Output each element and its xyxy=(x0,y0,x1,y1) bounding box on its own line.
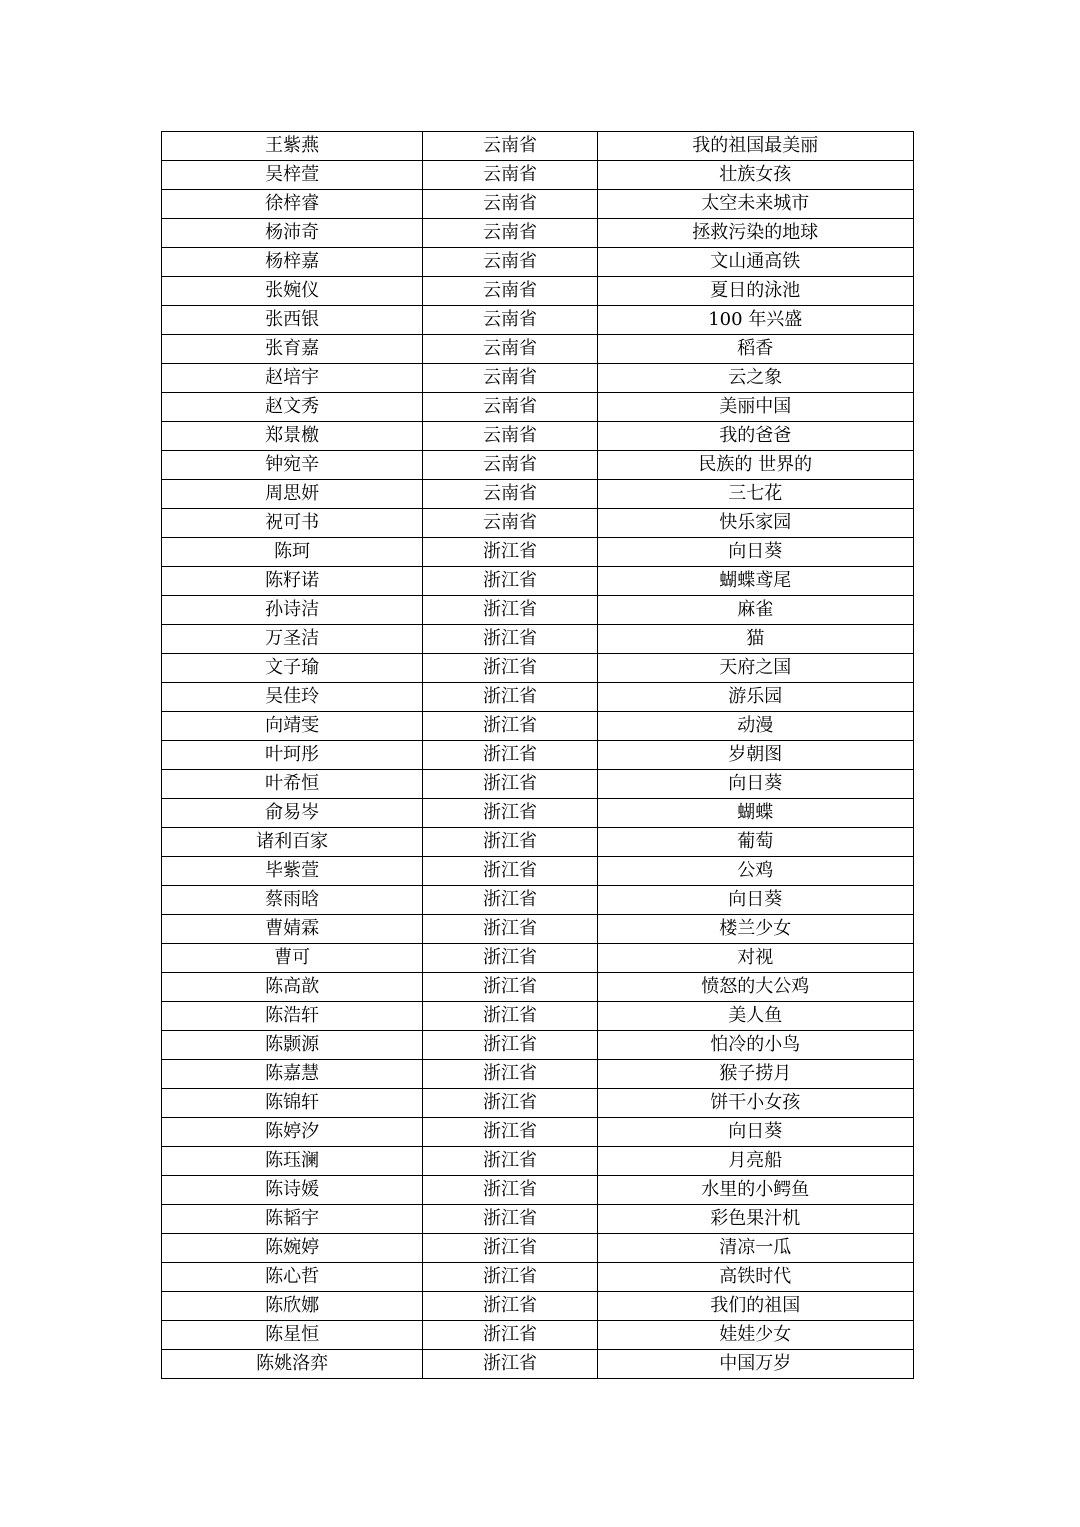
artwork-title-cell: 向日葵 xyxy=(597,538,913,567)
artwork-title-cell: 月亮船 xyxy=(597,1147,913,1176)
name-cell: 诸利百家 xyxy=(162,828,423,857)
province-cell: 云南省 xyxy=(423,277,597,306)
artwork-title-cell: 拯救污染的地球 xyxy=(597,219,913,248)
province-cell: 云南省 xyxy=(423,248,597,277)
name-cell: 陈珏澜 xyxy=(162,1147,423,1176)
province-cell: 云南省 xyxy=(423,393,597,422)
name-cell: 陈姚洛弈 xyxy=(162,1350,423,1379)
province-cell: 浙江省 xyxy=(423,625,597,654)
table-row xyxy=(162,1205,914,1234)
table-row xyxy=(162,857,914,886)
province-cell: 云南省 xyxy=(423,451,597,480)
artwork-title-cell: 天府之国 xyxy=(597,654,913,683)
table-row xyxy=(162,248,914,277)
artwork-title-cell: 岁朝图 xyxy=(597,741,913,770)
artwork-title-cell: 怕冷的小鸟 xyxy=(597,1031,913,1060)
artwork-title-cell: 蝴蝶鸢尾 xyxy=(597,567,913,596)
artwork-title-cell: 动漫 xyxy=(597,712,913,741)
name-cell: 陈籽诺 xyxy=(162,567,423,596)
artwork-title-cell: 快乐家园 xyxy=(597,509,913,538)
province-cell: 浙江省 xyxy=(423,915,597,944)
table-row xyxy=(162,538,914,567)
province-cell: 浙江省 xyxy=(423,1060,597,1089)
name-cell: 陈珂 xyxy=(162,538,423,567)
roster-table-body xyxy=(162,132,914,1379)
artwork-title-cell: 我们的祖国 xyxy=(597,1292,913,1321)
province-cell: 浙江省 xyxy=(423,1292,597,1321)
name-cell: 张育嘉 xyxy=(162,335,423,364)
artwork-title-cell: 清凉一瓜 xyxy=(597,1234,913,1263)
province-cell: 云南省 xyxy=(423,335,597,364)
province-cell: 浙江省 xyxy=(423,973,597,1002)
artwork-title-cell: 云之象 xyxy=(597,364,913,393)
province-cell: 浙江省 xyxy=(423,1321,597,1350)
province-cell: 云南省 xyxy=(423,480,597,509)
name-cell: 周思妍 xyxy=(162,480,423,509)
name-cell: 祝可书 xyxy=(162,509,423,538)
name-cell: 陈欣娜 xyxy=(162,1292,423,1321)
table-row xyxy=(162,132,914,161)
table-row xyxy=(162,422,914,451)
province-cell: 云南省 xyxy=(423,509,597,538)
table-row xyxy=(162,161,914,190)
name-cell: 杨梓嘉 xyxy=(162,248,423,277)
name-cell: 陈浩轩 xyxy=(162,1002,423,1031)
name-cell: 蔡雨晗 xyxy=(162,886,423,915)
province-cell: 浙江省 xyxy=(423,857,597,886)
name-cell: 陈高歆 xyxy=(162,973,423,1002)
name-cell: 徐梓睿 xyxy=(162,190,423,219)
table-row xyxy=(162,1118,914,1147)
name-cell: 叶珂彤 xyxy=(162,741,423,770)
province-cell: 浙江省 xyxy=(423,1031,597,1060)
name-cell: 王紫燕 xyxy=(162,132,423,161)
table-row xyxy=(162,625,914,654)
name-cell: 郑景檄 xyxy=(162,422,423,451)
name-cell: 陈韬宇 xyxy=(162,1205,423,1234)
table-row xyxy=(162,306,914,335)
table-row xyxy=(162,944,914,973)
artwork-title-cell: 公鸡 xyxy=(597,857,913,886)
artwork-title-cell: 向日葵 xyxy=(597,1118,913,1147)
province-cell: 浙江省 xyxy=(423,1002,597,1031)
name-cell: 陈锦轩 xyxy=(162,1089,423,1118)
artwork-title-cell: 文山通高铁 xyxy=(597,248,913,277)
province-cell: 浙江省 xyxy=(423,1089,597,1118)
table-row xyxy=(162,393,914,422)
table-row xyxy=(162,1176,914,1205)
artwork-title-cell: 三七花 xyxy=(597,480,913,509)
province-cell: 浙江省 xyxy=(423,596,597,625)
table-row xyxy=(162,770,914,799)
artwork-title-cell: 麻雀 xyxy=(597,596,913,625)
name-cell: 孙诗洁 xyxy=(162,596,423,625)
roster-table xyxy=(161,131,914,1379)
artwork-title-cell: 夏日的泳池 xyxy=(597,277,913,306)
table-row xyxy=(162,1321,914,1350)
table-row xyxy=(162,451,914,480)
table-row xyxy=(162,277,914,306)
name-cell: 毕紫萱 xyxy=(162,857,423,886)
name-cell: 文子瑜 xyxy=(162,654,423,683)
table-row xyxy=(162,1263,914,1292)
name-cell: 赵文秀 xyxy=(162,393,423,422)
name-cell: 赵培宇 xyxy=(162,364,423,393)
name-cell: 万圣洁 xyxy=(162,625,423,654)
province-cell: 云南省 xyxy=(423,306,597,335)
artwork-title-cell: 蝴蝶 xyxy=(597,799,913,828)
name-cell: 俞易岑 xyxy=(162,799,423,828)
artwork-title-cell: 稻香 xyxy=(597,335,913,364)
artwork-title-cell: 猫 xyxy=(597,625,913,654)
table-row xyxy=(162,1234,914,1263)
table-row xyxy=(162,567,914,596)
province-cell: 浙江省 xyxy=(423,770,597,799)
province-cell: 云南省 xyxy=(423,364,597,393)
table-row xyxy=(162,480,914,509)
name-cell: 陈星恒 xyxy=(162,1321,423,1350)
table-row xyxy=(162,799,914,828)
artwork-title-cell: 猴子捞月 xyxy=(597,1060,913,1089)
artwork-title-cell: 中国万岁 xyxy=(597,1350,913,1379)
province-cell: 云南省 xyxy=(423,190,597,219)
province-cell: 浙江省 xyxy=(423,567,597,596)
name-cell: 陈嘉慧 xyxy=(162,1060,423,1089)
artwork-title-cell: 美丽中国 xyxy=(597,393,913,422)
artwork-title-cell: 对视 xyxy=(597,944,913,973)
table-row xyxy=(162,364,914,393)
province-cell: 浙江省 xyxy=(423,683,597,712)
table-row xyxy=(162,1292,914,1321)
province-cell: 浙江省 xyxy=(423,828,597,857)
name-cell: 张西银 xyxy=(162,306,423,335)
table-row xyxy=(162,1060,914,1089)
table-row xyxy=(162,335,914,364)
artwork-title-cell: 向日葵 xyxy=(597,886,913,915)
name-cell: 陈心哲 xyxy=(162,1263,423,1292)
province-cell: 浙江省 xyxy=(423,538,597,567)
table-row xyxy=(162,1002,914,1031)
table-row xyxy=(162,1031,914,1060)
province-cell: 浙江省 xyxy=(423,1234,597,1263)
artwork-title-cell: 我的爸爸 xyxy=(597,422,913,451)
name-cell: 陈诗媛 xyxy=(162,1176,423,1205)
province-cell: 浙江省 xyxy=(423,944,597,973)
table-row xyxy=(162,596,914,625)
table-row xyxy=(162,683,914,712)
table-row xyxy=(162,712,914,741)
name-cell: 吴佳玲 xyxy=(162,683,423,712)
name-cell: 陈婷汐 xyxy=(162,1118,423,1147)
name-cell: 曹婧霖 xyxy=(162,915,423,944)
artwork-title-cell: 我的祖国最美丽 xyxy=(597,132,913,161)
province-cell: 浙江省 xyxy=(423,712,597,741)
province-cell: 浙江省 xyxy=(423,1176,597,1205)
province-cell: 浙江省 xyxy=(423,799,597,828)
table-row xyxy=(162,654,914,683)
artwork-title-cell: 彩色果汁机 xyxy=(597,1205,913,1234)
table-row xyxy=(162,509,914,538)
province-cell: 浙江省 xyxy=(423,654,597,683)
artwork-title-cell: 100 年兴盛 xyxy=(597,306,913,335)
province-cell: 云南省 xyxy=(423,219,597,248)
artwork-title-cell: 楼兰少女 xyxy=(597,915,913,944)
name-cell: 陈颢源 xyxy=(162,1031,423,1060)
name-cell: 杨沛奇 xyxy=(162,219,423,248)
name-cell: 曹可 xyxy=(162,944,423,973)
province-cell: 浙江省 xyxy=(423,1118,597,1147)
province-cell: 云南省 xyxy=(423,132,597,161)
name-cell: 陈婉婷 xyxy=(162,1234,423,1263)
artwork-title-cell: 游乐园 xyxy=(597,683,913,712)
table-row xyxy=(162,219,914,248)
artwork-title-cell: 向日葵 xyxy=(597,770,913,799)
province-cell: 浙江省 xyxy=(423,741,597,770)
province-cell: 浙江省 xyxy=(423,1350,597,1379)
artwork-title-cell: 愤怒的大公鸡 xyxy=(597,973,913,1002)
table-row xyxy=(162,915,914,944)
name-cell: 张婉仪 xyxy=(162,277,423,306)
table-row xyxy=(162,828,914,857)
artwork-title-cell: 娃娃少女 xyxy=(597,1321,913,1350)
table-row xyxy=(162,190,914,219)
province-cell: 浙江省 xyxy=(423,1263,597,1292)
artwork-title-cell: 高铁时代 xyxy=(597,1263,913,1292)
province-cell: 浙江省 xyxy=(423,1205,597,1234)
table-row xyxy=(162,1350,914,1379)
table-row xyxy=(162,741,914,770)
artwork-title-cell: 饼干小女孩 xyxy=(597,1089,913,1118)
province-cell: 云南省 xyxy=(423,422,597,451)
name-cell: 向靖雯 xyxy=(162,712,423,741)
name-cell: 钟宛辛 xyxy=(162,451,423,480)
table-row xyxy=(162,1089,914,1118)
table-row xyxy=(162,886,914,915)
name-cell: 叶希恒 xyxy=(162,770,423,799)
artwork-title-cell: 水里的小鳄鱼 xyxy=(597,1176,913,1205)
table-row xyxy=(162,1147,914,1176)
province-cell: 浙江省 xyxy=(423,1147,597,1176)
name-cell: 吴梓萱 xyxy=(162,161,423,190)
artwork-title-cell: 民族的 世界的 xyxy=(597,451,913,480)
province-cell: 云南省 xyxy=(423,161,597,190)
province-cell: 浙江省 xyxy=(423,886,597,915)
artwork-title-cell: 太空未来城市 xyxy=(597,190,913,219)
artwork-title-cell: 葡萄 xyxy=(597,828,913,857)
table-row xyxy=(162,973,914,1002)
artwork-title-cell: 美人鱼 xyxy=(597,1002,913,1031)
artwork-title-cell: 壮族女孩 xyxy=(597,161,913,190)
